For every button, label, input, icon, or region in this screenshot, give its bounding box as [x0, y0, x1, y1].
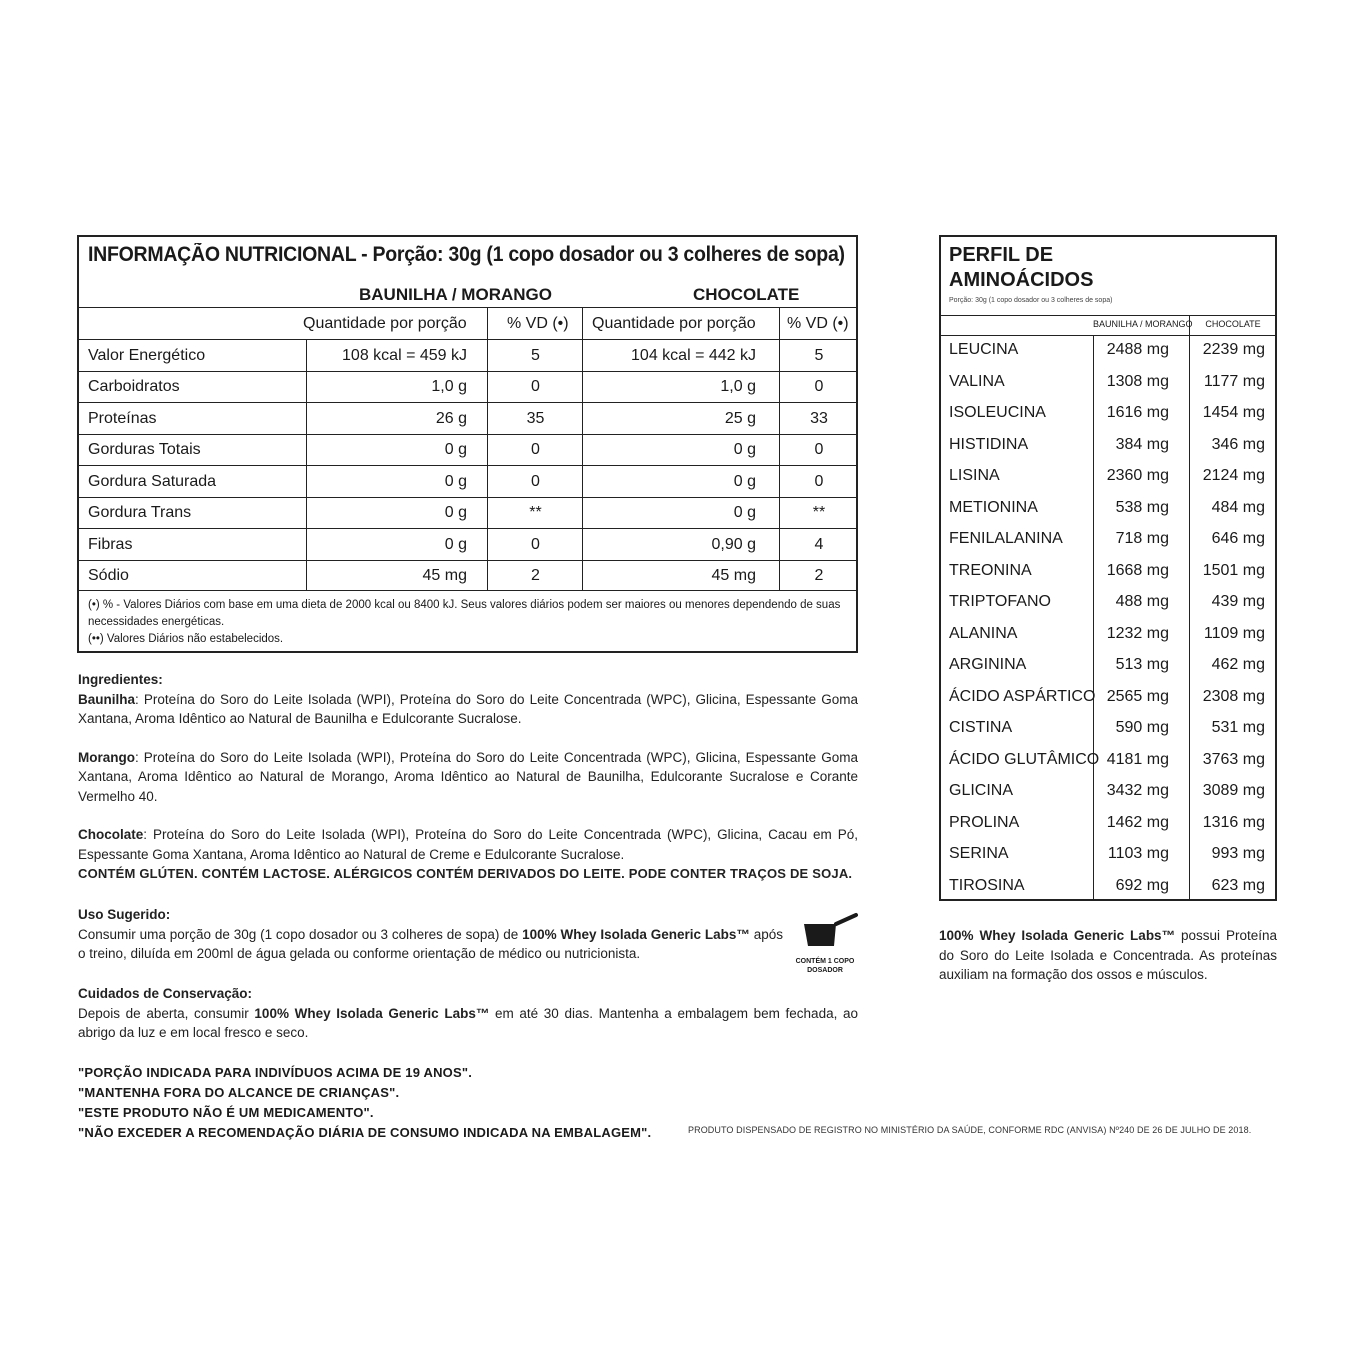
- storage-text: [78, 1004, 858, 1043]
- vd-vanilla: 0: [531, 473, 540, 490]
- ingredients-chocolate: [78, 825, 858, 864]
- vd-chocolate: 0: [814, 441, 824, 458]
- amino-value-vanilla: 4181 mg: [1106, 750, 1169, 768]
- amino-name: ARGININA: [949, 656, 1027, 673]
- amino-name: SERINA: [949, 845, 1009, 862]
- qty-vanilla: 26 g: [435, 410, 467, 427]
- usage-text: [78, 925, 783, 964]
- nutrient-name: Fibras: [88, 536, 133, 553]
- qty-chocolate: 25 g: [724, 410, 756, 427]
- amino-value-vanilla: 2488 mg: [1106, 341, 1169, 358]
- amino-name: GLICINA: [949, 782, 1014, 799]
- amino-row: [941, 399, 1275, 431]
- footnote-vd-not-established: (••) Valores Diários não estabelecidos.: [88, 633, 284, 645]
- vd-chocolate: 33: [810, 410, 828, 427]
- amino-name: CISTINA: [949, 719, 1013, 736]
- amino-col-header-chocolate: CHOCOLATE: [1205, 319, 1261, 329]
- amino-value-vanilla: 692 mg: [1115, 876, 1169, 894]
- amino-value-vanilla: 384 mg: [1115, 435, 1169, 453]
- warning-line: "ESTE PRODUTO NÃO É UM MEDICAMENTO".: [78, 1105, 374, 1120]
- storage-text-2: em até 30 dias. Mantenha a embalagem bem fechada, ao abrigo da luz e em local fresco e seco.: [78, 1005, 858, 1040]
- nutrient-name: Valor Energético: [88, 347, 206, 364]
- usage-section: [78, 905, 783, 964]
- footnote-vd: (•) % - Valores Diários com base em uma dieta de 2000 kcal ou 8400 kJ. Seus valores diários podem ser maiores ou menores dependendo de suas necessidades energéticas.: [88, 599, 841, 628]
- amino-value-chocolate: 3089 mg: [1202, 782, 1265, 799]
- amino-note-text: possui Proteína do Soro do Leite Isolada e Concentrada. As proteínas auxiliam na formação dos ossos e músculos.: [939, 928, 1278, 982]
- storage-text-1: Depois de aberta, consumir: [78, 1005, 255, 1021]
- amino-title-line-1: PERFIL DE: [949, 244, 1054, 266]
- amino-name: LEUCINA: [949, 341, 1019, 358]
- col-divider: [582, 307, 583, 590]
- amino-name: HISTIDINA: [949, 435, 1029, 453]
- qty-vanilla: 108 kcal = 459 kJ: [342, 347, 467, 364]
- amino-value-vanilla: 1308 mg: [1106, 372, 1169, 390]
- qty-vanilla: 0 g: [444, 441, 467, 458]
- amino-acid-table: [939, 235, 1277, 901]
- nutrient-name: Gordura Trans: [88, 504, 192, 521]
- usage-text-2: após o treino, diluída em 200ml de água gelada ou conforme orientação de médico ou nutricionista.: [78, 926, 783, 961]
- ingredients-chocolate-text: : Proteína do Soro do Leite Isolada (WPI), Proteína do Soro do Leite Concentrada (WPC), Glicina, Cacau em Pó, Espessante Goma Xantana, Aroma Idêntico ao Natural de Creme e Edulcorante Sucralose.: [78, 827, 858, 862]
- amino-note-product: 100% Whey Isolada Generic Labs™: [939, 928, 1176, 943]
- col-divider: [487, 307, 488, 590]
- storage-product: 100% Whey Isolada Generic Labs™: [254, 1005, 490, 1021]
- amino-row: [941, 746, 1275, 778]
- amino-value-vanilla: 2360 mg: [1106, 467, 1169, 484]
- warning-line: "PORÇÃO INDICADA PARA INDIVÍDUOS ACIMA DE 19 ANOS".: [78, 1065, 473, 1080]
- scoop-graphic: [790, 910, 860, 975]
- qty-vanilla: 0 g: [444, 536, 467, 553]
- amino-name: METIONINA: [949, 498, 1038, 516]
- allergen-warning: CONTÉM GLÚTEN. CONTÉM LACTOSE. ALÉRGICOS CONTÉM DERIVADOS DO LEITE. PODE CONTER TRAÇOS DE SOJA.: [78, 866, 853, 881]
- amino-value-chocolate: 1177 mg: [1203, 372, 1265, 390]
- amino-name: ÁCIDO GLUTÂMICO: [949, 750, 1100, 768]
- amino-name: TRIPTOFANO: [949, 593, 1051, 610]
- amino-value-chocolate: 531 mg: [1211, 719, 1265, 736]
- amino-value-chocolate: 462 mg: [1211, 656, 1265, 673]
- ingredients-vanilla-label: Baunilha: [78, 691, 136, 707]
- qty-chocolate: 0,90 g: [711, 536, 756, 553]
- storage-heading: Cuidados de Conservação:: [78, 986, 253, 1001]
- vd-chocolate: 4: [814, 536, 824, 553]
- amino-row: [941, 872, 1275, 904]
- usage-product: 100% Whey Isolada Generic Labs™: [522, 926, 750, 942]
- registration-notice: PRODUTO DISPENSADO DE REGISTRO NO MINISTÉRIO DA SAÚDE, CONFORME RDC (ANVISA) Nº240 DE 26 DE JULHO DE 2018.: [688, 1125, 1252, 1135]
- amino-title: [949, 243, 1093, 293]
- amino-value-vanilla: 1103 mg: [1107, 845, 1169, 862]
- amino-row: [941, 714, 1275, 746]
- qty-chocolate: 0 g: [733, 441, 756, 458]
- warnings: [78, 1063, 651, 1143]
- vd-vanilla: 0: [531, 536, 540, 553]
- amino-name: VALINA: [949, 372, 1005, 390]
- amino-value-vanilla: 513 mg: [1115, 656, 1169, 673]
- amino-row: [941, 557, 1275, 589]
- amino-value-chocolate: 993 mg: [1211, 845, 1265, 862]
- amino-row: [941, 840, 1275, 872]
- amino-name: TIROSINA: [949, 876, 1025, 894]
- amino-value-vanilla: 1232 mg: [1106, 624, 1169, 642]
- vd-vanilla: 0: [531, 378, 540, 395]
- amino-name: ÁCIDO ASPÁRTICO: [949, 687, 1096, 705]
- scoop-caption-1: CONTÉM 1 COPO: [795, 958, 855, 965]
- amino-name: FENILALANINA: [949, 530, 1063, 547]
- warning-line: "MANTENHA FORA DO ALCANCE DE CRIANÇAS".: [78, 1085, 400, 1100]
- col-divider: [779, 307, 780, 590]
- amino-row: [941, 368, 1275, 400]
- nutrition-footnote: [88, 597, 853, 648]
- vd-chocolate: 0: [814, 473, 824, 490]
- nutrient-name: Sódio: [88, 567, 129, 584]
- amino-row: [941, 431, 1275, 463]
- amino-value-chocolate: 1501 mg: [1202, 561, 1265, 579]
- usage-text-1: Consumir uma porção de 30g (1 copo dosador ou 3 colheres de sopa) de: [78, 926, 523, 942]
- amino-value-vanilla: 1462 mg: [1106, 813, 1169, 831]
- col-header-vd-1: % VD (•): [507, 315, 569, 332]
- warning-line: "NÃO EXCEDER A RECOMENDAÇÃO DIÁRIA DE CONSUMO INDICADA NA EMBALAGEM".: [78, 1125, 652, 1140]
- amino-value-vanilla: 1616 mg: [1106, 404, 1169, 421]
- amino-name: ALANINA: [949, 624, 1018, 642]
- col-divider: [306, 339, 307, 590]
- nutrition-table: [77, 235, 858, 653]
- qty-vanilla: 0 g: [444, 473, 467, 490]
- vd-chocolate: 5: [814, 347, 824, 364]
- storage-section: [78, 984, 858, 1043]
- flavor-header-vanilla-strawberry: BAUNILHA / MORANGO: [359, 285, 552, 304]
- vd-vanilla: 5: [531, 347, 540, 364]
- amino-value-vanilla: 488 mg: [1115, 593, 1169, 610]
- amino-value-chocolate: 439 mg: [1211, 593, 1265, 610]
- qty-vanilla: 45 mg: [422, 567, 467, 584]
- qty-chocolate: 45 mg: [711, 567, 756, 584]
- amino-row: [941, 651, 1275, 683]
- amino-value-chocolate: 623 mg: [1211, 876, 1265, 894]
- nutrition-title: INFORMAÇÃO NUTRICIONAL - Porção: 30g (1 copo dosador ou 3 colheres de sopa): [88, 243, 845, 266]
- amino-subtitle: Porção: 30g (1 copo dosador ou 3 colheres de sopa): [949, 297, 1113, 304]
- qty-chocolate: 104 kcal = 442 kJ: [631, 347, 756, 364]
- ingredients-vanilla: [78, 690, 858, 729]
- ingredients-heading: Ingredientes:: [78, 672, 163, 687]
- vd-vanilla: 2: [531, 567, 540, 584]
- vd-vanilla: 0: [531, 441, 540, 458]
- amino-title-line-2: AMINOÁCIDOS: [949, 269, 1094, 291]
- ingredients-vanilla-text: : Proteína do Soro do Leite Isolada (WPI), Proteína do Soro do Leite Concentrada (WPC), Glicina, Espessante Goma Xantana, Aroma Idêntico ao Natural de Baunilha e Edulcorante Sucralose.: [78, 691, 858, 726]
- amino-row: [941, 588, 1275, 620]
- amino-value-vanilla: 1668 mg: [1106, 561, 1169, 579]
- nutrient-name: Gorduras Totais: [88, 441, 201, 458]
- amino-value-chocolate: 2124 mg: [1202, 467, 1265, 484]
- col-header-qty-2: Quantidade por porção: [592, 315, 756, 332]
- nutrient-name: Carboidratos: [88, 378, 180, 395]
- amino-value-chocolate: 3763 mg: [1202, 750, 1265, 768]
- usage-heading: Uso Sugerido:: [78, 907, 171, 922]
- vd-chocolate: 0: [814, 378, 824, 395]
- amino-value-chocolate: 1316 mg: [1202, 813, 1265, 831]
- amino-row: [941, 809, 1275, 841]
- amino-name: TREONINA: [949, 561, 1032, 579]
- ingredients-strawberry-label: Morango: [78, 749, 135, 765]
- vd-chocolate: **: [812, 504, 826, 521]
- nutrient-name: Proteínas: [88, 410, 157, 427]
- qty-vanilla: 1,0 g: [431, 378, 467, 395]
- vd-vanilla: 35: [526, 410, 545, 427]
- amino-value-vanilla: 3432 mg: [1106, 782, 1169, 799]
- scoop-caption: [790, 957, 860, 975]
- amino-value-chocolate: 1109 mg: [1203, 624, 1265, 642]
- amino-value-chocolate: 1454 mg: [1202, 404, 1265, 421]
- amino-value-vanilla: 538 mg: [1115, 498, 1169, 516]
- amino-row: [941, 777, 1275, 809]
- ingredients-strawberry-text: : Proteína do Soro do Leite Isolada (WPI), Proteína do Soro do Leite Concentrada (WPC), Glicina, Espessante Goma Xantana, Aroma Idêntico ao Natural de Morango, Aroma Idêntico ao Natural de Baunilha, Edulcorante Sucralose e Corante Vermelho 40.: [78, 749, 858, 804]
- amino-name: ISOLEUCINA: [949, 404, 1046, 421]
- qty-chocolate: 0 g: [733, 473, 756, 490]
- amino-value-vanilla: 2565 mg: [1106, 687, 1169, 705]
- amino-row: [941, 525, 1275, 557]
- col-header-qty-1: Quantidade por porção: [303, 315, 467, 332]
- amino-value-chocolate: 484 mg: [1211, 498, 1265, 516]
- scoop-icon: [790, 910, 860, 952]
- amino-row: [941, 683, 1275, 715]
- amino-name: PROLINA: [949, 813, 1020, 831]
- scoop-caption-2: DOSADOR: [807, 967, 843, 974]
- amino-value-vanilla: 718 mg: [1115, 530, 1169, 547]
- divider: [79, 307, 856, 308]
- qty-chocolate: 0 g: [733, 504, 756, 521]
- nutrient-name: Gordura Saturada: [88, 473, 217, 490]
- divider: [941, 315, 1275, 316]
- amino-row: [941, 494, 1275, 526]
- ingredients-chocolate-label: Chocolate: [78, 827, 144, 842]
- amino-row: [941, 620, 1275, 652]
- col-header-vd-2: % VD (•): [787, 315, 849, 332]
- amino-row: [941, 336, 1275, 368]
- ingredients-section: [78, 670, 858, 884]
- amino-value-chocolate: 2308 mg: [1202, 687, 1265, 705]
- amino-note: [939, 926, 1277, 985]
- amino-row: [941, 462, 1275, 494]
- amino-name: LISINA: [949, 467, 1000, 484]
- ingredients-strawberry: [78, 748, 858, 807]
- qty-chocolate: 1,0 g: [720, 378, 756, 395]
- amino-value-chocolate: 2239 mg: [1202, 341, 1265, 358]
- flavor-header-chocolate: CHOCOLATE: [693, 285, 800, 304]
- amino-value-chocolate: 346 mg: [1211, 435, 1265, 453]
- vd-vanilla: **: [529, 504, 542, 521]
- qty-vanilla: 0 g: [444, 504, 467, 521]
- amino-col-header-vanilla: BAUNILHA / MORANGO: [1093, 319, 1193, 329]
- vd-chocolate: 2: [814, 567, 824, 584]
- amino-value-chocolate: 646 mg: [1211, 530, 1265, 547]
- amino-value-vanilla: 590 mg: [1115, 719, 1169, 736]
